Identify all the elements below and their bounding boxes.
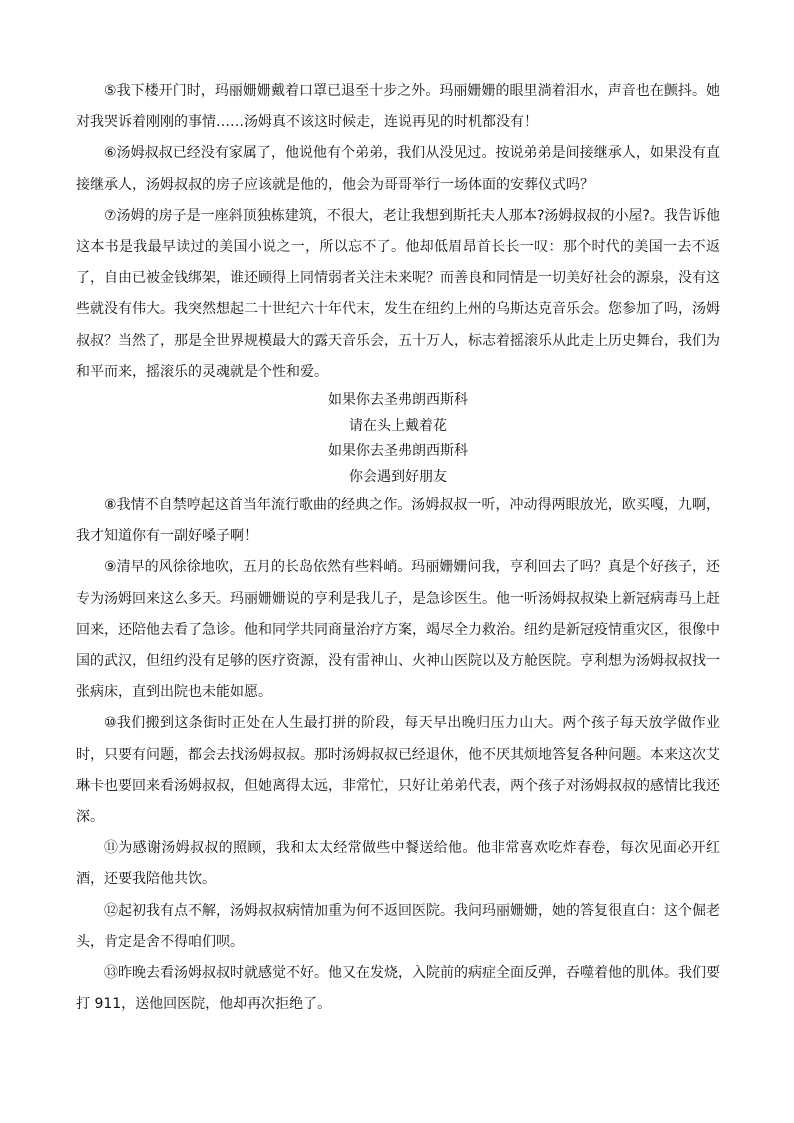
paragraph-8: ⑧我情不自禁哼起这首当年流行歌曲的经典之作。汤姆叔叔一听，冲动得两眼放光，欧买嘎，九啊，我才知道你有一副好嗓子啊！: [76, 497, 720, 545]
paragraph-6: ⑥汤姆叔叔已经没有家属了，他说他有个弟弟，我们从没见过。按说弟弟是间接继承人，如果没有直接继承人，汤姆叔叔的房子应该就是他的，他会为哥哥举行一场体面的安葬仪式吗？: [76, 145, 720, 193]
song-lyrics: [76, 388, 720, 490]
paragraph-13: ⑬昨晚去看汤姆叔叔时就感觉不好。他又在发烧，入院前的病症全面反弹，吞噬着他的肌体。我们要打 911，送他回医院，他却再次拒绝了。: [76, 965, 720, 1013]
paragraph-11: ⑪为感谢汤姆叔叔的照顾，我和太太经常做些中餐送给他。他非常喜欢吃炸春卷，每次见面必开红酒，还要我陪他共饮。: [76, 840, 720, 888]
lyric-line-3: 如果你去圣弗朗西斯科: [328, 443, 468, 460]
paragraph-7: ⑦汤姆的房子是一座斜顶独栋建筑，不很大，老让我想到斯托夫人那本?汤姆叔叔的小屋?。我告诉他这本书是我最早读过的美国小说之一，所以忘不了。他却低眉昂首长长一叹：那个时代的美国一去不返了，自由已被金钱绑架，谁还顾得上同情弱者关注未来呢？而善良和同情是一切美好社会的源泉，没有这些就没有伟大。我突然想起二十世纪六十年代末，发生在纽约上州的乌斯达克音乐会。您参加了吗，汤姆叔叔？当然了，那是全世界规模最大的露天音乐会，五十万人，标志着摇滚乐从此走上历史舞台，我们为和平而来，摇滚乐的灵魂就是个性和爱。: [76, 207, 720, 380]
paragraph-10: ⑩我们搬到这条街时正处在人生最打拼的阶段，每天早出晚归压力山大。两个孩子每天放学做作业时，只要有问题，都会去找汤姆叔叔。那时汤姆叔叔已经退休，他不厌其烦地答复各种问题。本来这次艾琳卡也要回来看汤姆叔叔，但她离得太远，非常忙，只好让弟弟代表，两个孩子对汤姆叔叔的感情比我还深。: [76, 715, 720, 826]
lyric-line-2: 请在头上戴着花: [349, 417, 447, 434]
paragraph-5: ⑤我下楼开门时，玛丽姗姗戴着口罩已退至十步之外。玛丽姗姗的眼里淌着泪水，声音也在颤抖。她对我哭诉着刚刚的事情……汤姆真不该这时候走，连说再见的时机都没有！: [76, 83, 720, 131]
lyric-line-4: 你会遇到好朋友: [349, 468, 447, 485]
lyric-line-1: 如果你去圣弗朗西斯科: [328, 392, 468, 409]
document-body: [76, 76, 720, 1020]
paragraph-9: ⑨清早的风徐徐地吹，五月的长岛依然有些料峭。玛丽姗姗问我，亨利回去了吗？真是个好孩子，还专为汤姆回来这么多天。玛丽姗姗说的亨利是我儿子，是急诊医生。他一听汤姆叔叔染上新冠病毒马上赶回来，还陪他去看了急诊。他和同学共同商量治疗方案，竭尽全力救治。纽约是新冠疫情重灾区，很像中国的武汉，但纽约没有足够的医疗资源，没有雷神山、火神山医院以及方舱医院。亨利想为汤姆叔叔找一张病床，直到出院也未能如愿。: [76, 559, 720, 701]
paragraph-12: ⑫起初我有点不解，汤姆叔叔病情加重为何不返回医院。我问玛丽姗姗，她的答复很直白：这个倔老头，肯定是舍不得咱们呗。: [76, 902, 720, 950]
